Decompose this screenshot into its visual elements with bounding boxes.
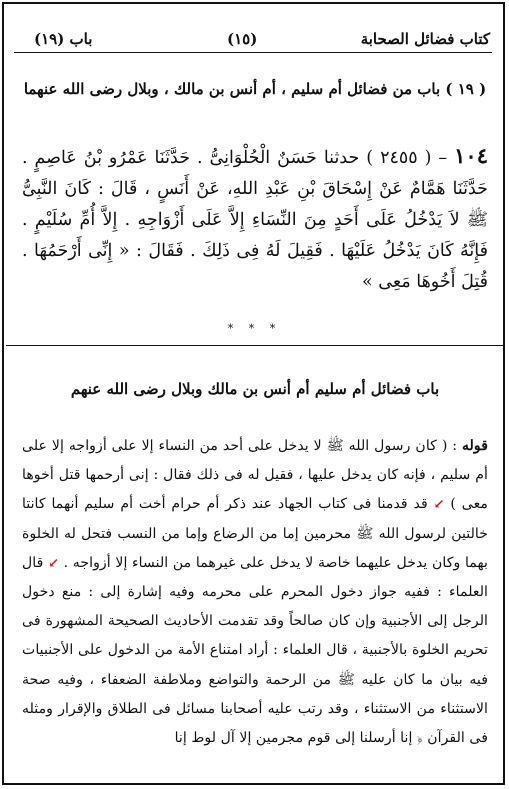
page-number: (١٥) <box>227 30 258 48</box>
arrow-icon: ↙ <box>433 497 445 513</box>
commentary-text <box>22 432 488 753</box>
arrow-icon: ↙ <box>48 555 59 571</box>
commentary-quote: : ( كان رسول الله ﷺ لا يدخل على أحد من النساء إلا على أزواجه إلا على أم سليم ، فإنه كان يدخل عليها ، فقيل له فى ذلك فقال : إنى أرحمها قتل أخوها معى ) <box>22 438 489 513</box>
commentary-scholars: قال العلماء : ففيه جواز دخول المحرم على محرمه وفيه إشارة إلى : منع دخول الرجل إلى الأجنبية وإن كان صالحاً وقد تقدمت الأحاديث الصحيحة المشهورة فى تحريم الخلوة بالأجنبية ، قال العلماء : أراد امتناع الأمة من الدخول على الأجنبيات فيه بيان ما كان عليه ﷺ من الرحمة والتواضع وملاطفة الضعفاء ، وفيه صحة الاستثناء من الاستثناء ، وقد رتب عليه أصحابنا مسائل فى الطلاق والإقرار ومثله فى القرآن ﴿ إنا أرسلنا إلى قوم مجرمين إلا آل لوط إنا <box>22 554 488 747</box>
book-title: كتاب فضائل الصحابة <box>360 30 490 48</box>
page-header <box>14 30 492 53</box>
commentary-label: قوله <box>461 438 488 454</box>
section-title: ( ١٩ ) باب من فضائل أم سليم ، أم أنس بن مالك ، وبلال رضى الله عنهما <box>23 80 487 98</box>
commentary-explanation: قد قدمنا فى كتاب الجهاد عند ذكر أم حرام أخت أم سليم أنهما كانتا خالتين لرسول الله ﷺ محرمين إما من الرضاع وإما من النسب فتحل له الخلوة بهما وكان يدخل عليهما خاصة لا يدخل على غيرهما من النساء إلا أزواجه . <box>22 496 488 571</box>
hadith-text <box>22 140 488 298</box>
commentary-title: باب فضائل أم سليم أم أنس بن مالك وبلال رضى الله عنهم <box>70 380 440 398</box>
hadith-number: ١٠٤ <box>454 143 488 168</box>
chapter-number: باب (١٩) <box>34 30 93 48</box>
hadith-body: – ( ٢٤٥٥ ) حدثنا حَسَنٌ الْحُلْوَانِىُّ . حَدَّثَنَا عَمْرُو بْنُ عَاصِمٍ . حَدَّثَنَا هَمَّامٌ عَنْ إِسْحَاقَ بْنِ عَبْدِ اللهِ، عَنْ أَنَسٍ ، قَالَ : كَانَ النَّبِىُّ ﷺ لاَ يَدْخُلُ عَلَى أَحَدٍ مِنَ النِّسَاءِ إِلاَّ عَلَى أَزْوَاجِهِ . إِلاَّ أُمِّ سُلَيْمٍ . فَإِنَّهُ كَانَ يَدْخُلُ عَلَيْهَا . فَقِيلَ لَهُ فِى ذَلِكَ . فَقَالَ : « إِنِّى أَرْحَمُهَا . قُتِلَ أَخُوهَا مَعِى » <box>22 148 488 292</box>
separator-stars: * * * <box>227 322 282 335</box>
horizontal-divider <box>6 345 503 346</box>
